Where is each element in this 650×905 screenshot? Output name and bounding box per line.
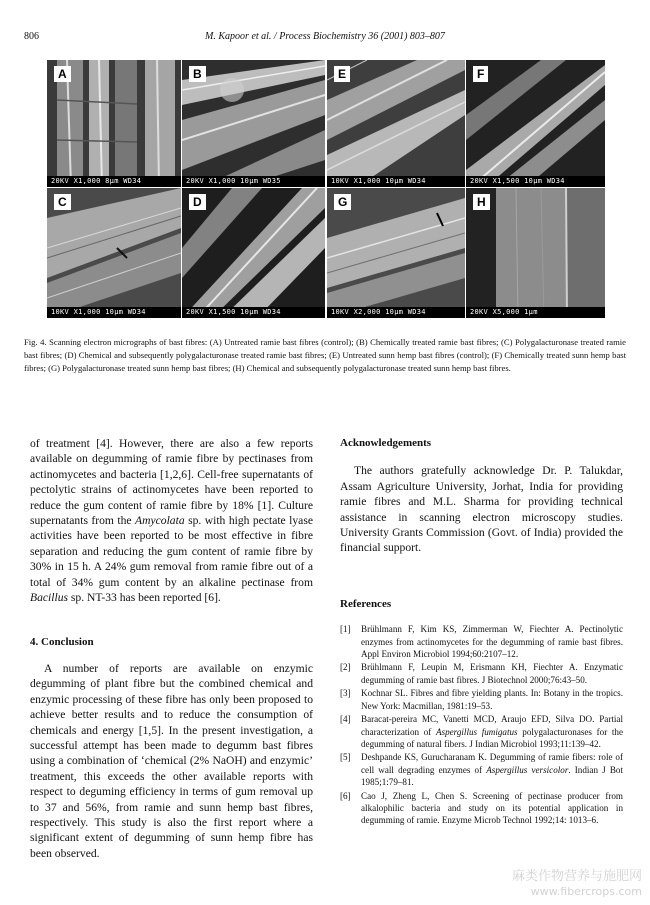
right-column [340, 436, 623, 828]
panel-label: H [473, 194, 490, 210]
journal-citation: M. Kapoor et al. / Process Biochemistry 36 (2001) 803–807 [205, 31, 445, 42]
scale-bar-text: 10KV X1,000 10μm WD34 [327, 176, 465, 187]
watermark [512, 869, 642, 899]
reference-item [340, 713, 623, 750]
text-run: of treatment [4]. However, there are also a few reports available on degumming of ramie fibre by pectinases from actinomycetes and bacteria [1,2,6]. Cell-free supernatants of pectolytic strains of actinomycetes have been reported to reduce the gum content of ramie fibre by 18% [1]. Culture supernatants from the [30, 437, 313, 528]
panel-label: C [54, 194, 71, 210]
figure-caption: Fig. 4. Scanning electron micrographs of bast fibres: (A) Untreated ramie bast fibres (control); (B) Chemically treated ramie bast fibres; (C) Polygalacturonase treated ramie bast fibres; (D) Chemical and subsequently polygalacturonase treated ramie bast fibres; (E) Untreated sunn hemp bast fibres (control); (F) Chemically treated sunn hemp bast fibres; (G) Polygalacturonase treated sunn hemp bast fibres; (H) Chemical and subsequently polygalacturonase treated sunn hemp bast fibres. [24, 337, 626, 373]
section-heading: Acknowledgements [340, 437, 432, 449]
reference-text: Brühlmann F, Leupin M, Erismann KH, Fiechter A. Enzymatic degumming of ramie bast fibres. J Biotechnol 2000;76:43–50. [361, 662, 623, 685]
reference-number: [6] [340, 790, 351, 801]
micrograph-panel-e [327, 60, 465, 187]
panel-label: F [473, 66, 488, 82]
section-heading: 4. Conclusion [30, 636, 94, 649]
reference-text: Deshpande KS, Gurucharanam K. Degumming of ramie fibers: role of cell wall degrading enzymes of [361, 752, 623, 775]
reference-number: [3] [340, 688, 351, 699]
text-run: sp. NT-33 has been reported [6]. [68, 591, 221, 605]
reference-number: [4] [340, 714, 351, 725]
reference-text: Kochnar SL. Fibres and fibre yielding plants. In: Botany in the tropics. New York: Macmillan, 1981:19–53. [361, 688, 623, 711]
reference-item [340, 623, 623, 660]
sem-figure [47, 60, 605, 318]
running-header [24, 31, 626, 45]
reference-text: polygalacturonases for the degumming of natural fibers. J Indian Microbiol 1993;11:139–42. [361, 726, 624, 749]
micrograph-panel-f [466, 60, 605, 187]
scale-bar-text: 20KV X1,000 8μm WD34 [47, 176, 181, 187]
reference-item [340, 661, 623, 686]
text-run: sp. with high pectate lyase activities have been reported to be most effective in fibre separation and reducing the gum content of ramie fibre by 30% in 15 h. A 24% gum removal from ramie fibre out of a total of 34% gum content by an alkaline pectinase from [30, 514, 313, 589]
reference-number: [1] [340, 624, 351, 635]
scale-bar-text: 10KV X1,000 10μm WD34 [47, 307, 181, 318]
reference-text: Brühlmann F, Kim KS, Zimmerman W, Fiechter A. Pectinolytic enzymes from actinomycetes for the degumming of ramie bast fibres. Appl Environ Microbiol 1994;60:2107–12. [361, 624, 623, 660]
panel-label: B [189, 66, 206, 82]
body-paragraph: A number of reports are available on enzymic degumming of plant fibre but the combined chemical and enzymic processing of these fibre has only been proposed to achieve better results and to reduce the consumption of chemicals and energy [1,5]. In the present investigation, a successful attempt has been made to degumm bast fibres using a combination of ‘chemical (2% NaOH) and enzymic’ treatment, this exceeds the other available reports with respect to deguming efficiency in terms of gum removal up to 37 and 56%, from ramie and sunn hemp bast fibres, respectively. This study is also the first report where a significant extent of degumming of sunn hemp fibre has been observed. [30, 661, 313, 860]
micrograph-panel-g [327, 188, 465, 318]
italic-term: Amycolata [135, 514, 185, 528]
reference-text: . Indian J Bot 1985;1:79–81. [361, 764, 623, 788]
scale-bar-text: 10KV X2,000 10μm WD34 [327, 307, 465, 318]
left-column [30, 436, 313, 861]
scale-bar-text: 20KV X5,000 1μm [466, 307, 605, 318]
reference-text: Baracat-pereira MC, Vanetti MCD, Araujo EFD, Silva DO. Partial characterization of [361, 714, 623, 737]
watermark-title: 麻类作物营养与施肥网 [511, 869, 642, 884]
micrograph-panel-d [182, 188, 325, 318]
micrograph-panel-a [47, 60, 181, 187]
micrograph-panel-h [466, 188, 605, 318]
reference-item [340, 751, 623, 788]
section-heading: References [340, 597, 392, 610]
panel-label: D [189, 194, 206, 210]
acknowledgement-text: The authors gratefully acknowledge Dr. P. Talukdar, Assam Agriculture University, Jorhat, India for providing ramie fibres and M.L. Sharma for providing technical assistance in scanning electron microscopy studies. University Grants Commission (Govt. of India) provided the financial support. [340, 464, 623, 555]
panel-label: E [334, 66, 350, 82]
reference-number: [2] [340, 662, 351, 673]
italic-term: Aspergillus versicolor [486, 764, 569, 775]
micrograph-panel-c [47, 188, 181, 318]
panel-label: G [334, 194, 351, 210]
body-paragraph [30, 436, 313, 605]
scale-bar-text: 20KV X1,000 10μm WD35 [182, 176, 325, 187]
micrograph-panel-b [182, 60, 325, 187]
reference-text: Cao J, Zheng L, Chen S. Screening of pectinase producer from alkalophilic bacteria and study on its potential application in degumming of ramie. Enzyme Microb Technol 1992;14: 1013–6. [361, 790, 623, 826]
watermark-url: www.fibercrops.com [530, 885, 642, 898]
italic-term: Bacillus [30, 591, 68, 605]
reference-list [340, 623, 623, 827]
scale-bar-text: 20KV X1,500 10μm WD34 [182, 307, 325, 318]
reference-number: [5] [340, 752, 351, 763]
italic-term: Aspergillus fumigatus [435, 726, 518, 737]
reference-item [340, 790, 623, 827]
scale-bar-text: 20KV X1,500 10μm WD34 [466, 176, 605, 187]
reference-item [340, 687, 623, 712]
page-number: 806 [24, 31, 39, 42]
panel-label: A [54, 66, 71, 82]
